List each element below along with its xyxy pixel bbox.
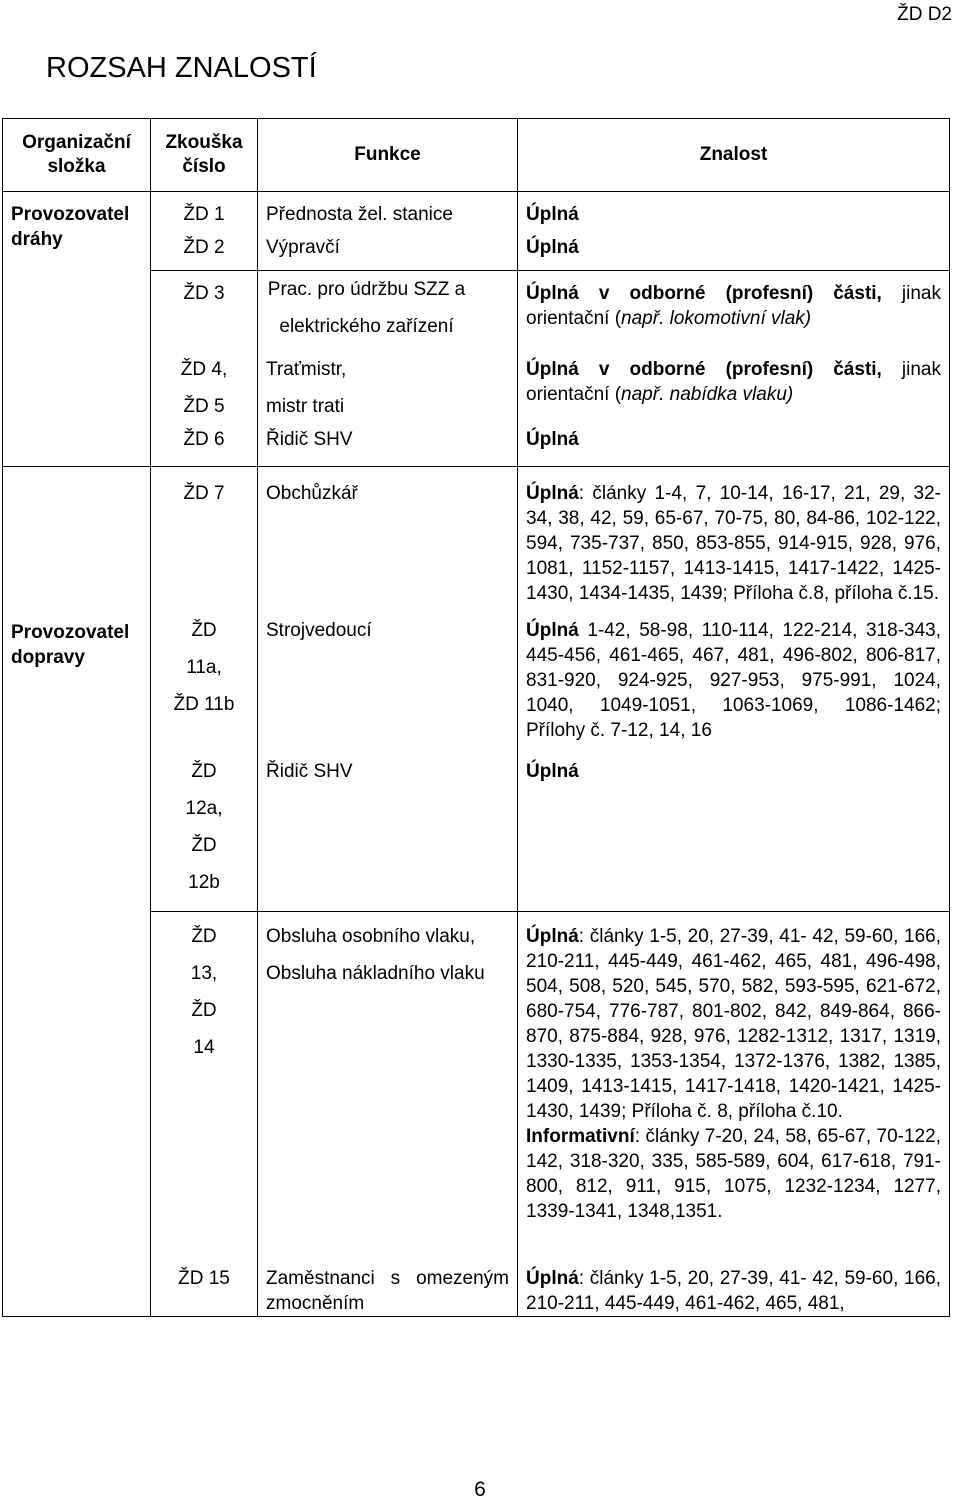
knowledge-table [2,118,950,1317]
knowledge-text: jinak orientační ( [526,359,941,405]
exam-cell: ŽD 1 [151,192,258,228]
exam-cell: ŽD 15 [151,1254,258,1317]
knowledge-text: jinak orientační ( [526,283,941,329]
exam-cell: ŽD 4, ŽD 5 [151,351,258,425]
exam-cell: ŽD 3 [151,271,258,352]
org-cell-railway-operator: Provozovatel dráhy [3,192,151,467]
page-number: 6 [474,1478,486,1501]
knowledge-bold: Úplná [526,620,579,641]
knowledge-cell [518,1254,950,1317]
knowledge-cell [518,351,950,425]
exam-cell: ŽD 11a, ŽD 11b [151,612,258,753]
column-header-knowledge: Znalost [518,119,950,192]
exam-cell: ŽD 2 [151,227,258,271]
table-row [3,192,950,228]
function-cell: Přednosta žel. stanice [258,192,518,228]
knowledge-cell [518,271,950,352]
function-cell: Obchůzkář [258,467,518,613]
knowledge-text: : články 1-5, 20, 27-39, 41- 42, 59-60, 166, 210-211, 445-449, 461-462, 465, 481, 496-498, 504, 508, 520, 545, 570, 582, 593-595, 621-672, 680-754, 776-787, 801-802, 842, 849-864, 866-870, 875-884, 928, 976, 1282-1312, 1317, 1319, 1330-1335, 1353-1354, 1372-1376, 1382, 1385, 1409, 1413-1415, 1417-1418, 1420-1421, 1425-1430, 1439; Příloha č. 8, příloha č.10. [526,926,941,1122]
exam-cell: ŽD 12a, ŽD 12b [151,753,258,912]
function-cell: Traťmistr, mistr trati [258,351,518,425]
table-header-row [3,119,950,192]
knowledge-cell: Úplná [518,192,950,228]
column-header-org: Organizační složka [3,119,151,192]
function-cell: Strojvedoucí [258,612,518,753]
knowledge-text: 1-42, 58-98, 110-114, 122-214, 318-343, 445-456, 461-465, 467, 481, 496-802, 806-817, 831-920, 924-925, 927-953, 975-991, 1024, 1040, 1049-1051, 1063-1069, 1086-1462; Přílohy č. 7-12, 14, 16 [526,620,941,741]
page-title: ROZSAH ZNALOSTÍ [46,52,317,84]
function-cell: Řidič SHV [258,425,518,467]
org-cell-empty [3,467,151,613]
table-row [3,467,950,613]
knowledge-cell [518,912,950,1255]
org-cell-transport-operator: Provozovatel dopravy [3,612,151,1317]
knowledge-text: : články 1-4, 7, 10-14, 16-17, 21, 29, 32-34, 38, 42, 59, 65-67, 70-75, 80, 84-86, 102-122, 594, 735-737, 850, 853-855, 914-915, 928, 976, 1081, 1152-1157, 1413-1415, 1417-1422, 1425-1430, 1434-1435, 1439; Příloha č.8, příloha č.15. [526,483,941,604]
knowledge-cell: Úplná [518,227,950,271]
function-cell: Prac. pro údržbu SZZ a elektrického zařízení [258,271,518,352]
exam-cell: ŽD 6 [151,425,258,467]
knowledge-text: : články 1-5, 20, 27-39, 41- 42, 59-60, 166, 210-211, 445-449, 461-462, 465, 481, [526,1268,941,1314]
knowledge-cell: Úplná [518,753,950,912]
knowledge-cell: Úplná [518,425,950,467]
column-header-function: Funkce [258,119,518,192]
knowledge-bold: Úplná v odborné (profesní) části, [526,359,882,380]
function-cell: Zaměstnanci s omezeným zmocněním [258,1254,518,1317]
function-cell: Řidič SHV [258,753,518,912]
knowledge-example: např. nabídka vlaku) [621,384,794,405]
function-cell: Obsluha osobního vlaku, Obsluha nákladního vlaku [258,912,518,1255]
knowledge-example: např. lokomotivní vlak) [621,308,812,329]
exam-cell: ŽD 13, ŽD 14 [151,912,258,1255]
knowledge-bold: Úplná v odborné (profesní) části, [526,283,882,304]
exam-cell: ŽD 7 [151,467,258,613]
knowledge-bold: Úplná [526,483,579,504]
table-row [3,612,950,753]
function-cell: Výpravčí [258,227,518,271]
knowledge-text-informative: : články 7-20, 24, 58, 65-67, 70-122, 142, 318-320, 335, 585-589, 604, 617-618, 791-800, 812, 911, 915, 1075, 1232-1234, 1277, 1339-1341, 1348,1351. [526,1126,941,1222]
knowledge-cell [518,612,950,753]
knowledge-bold-informative: Informativní [526,1126,635,1147]
knowledge-bold: Úplná [526,1268,579,1289]
knowledge-bold: Úplná [526,926,579,947]
knowledge-cell [518,467,950,613]
column-header-exam: Zkouška číslo [151,119,258,192]
document-code: ŽD D2 [897,4,952,25]
